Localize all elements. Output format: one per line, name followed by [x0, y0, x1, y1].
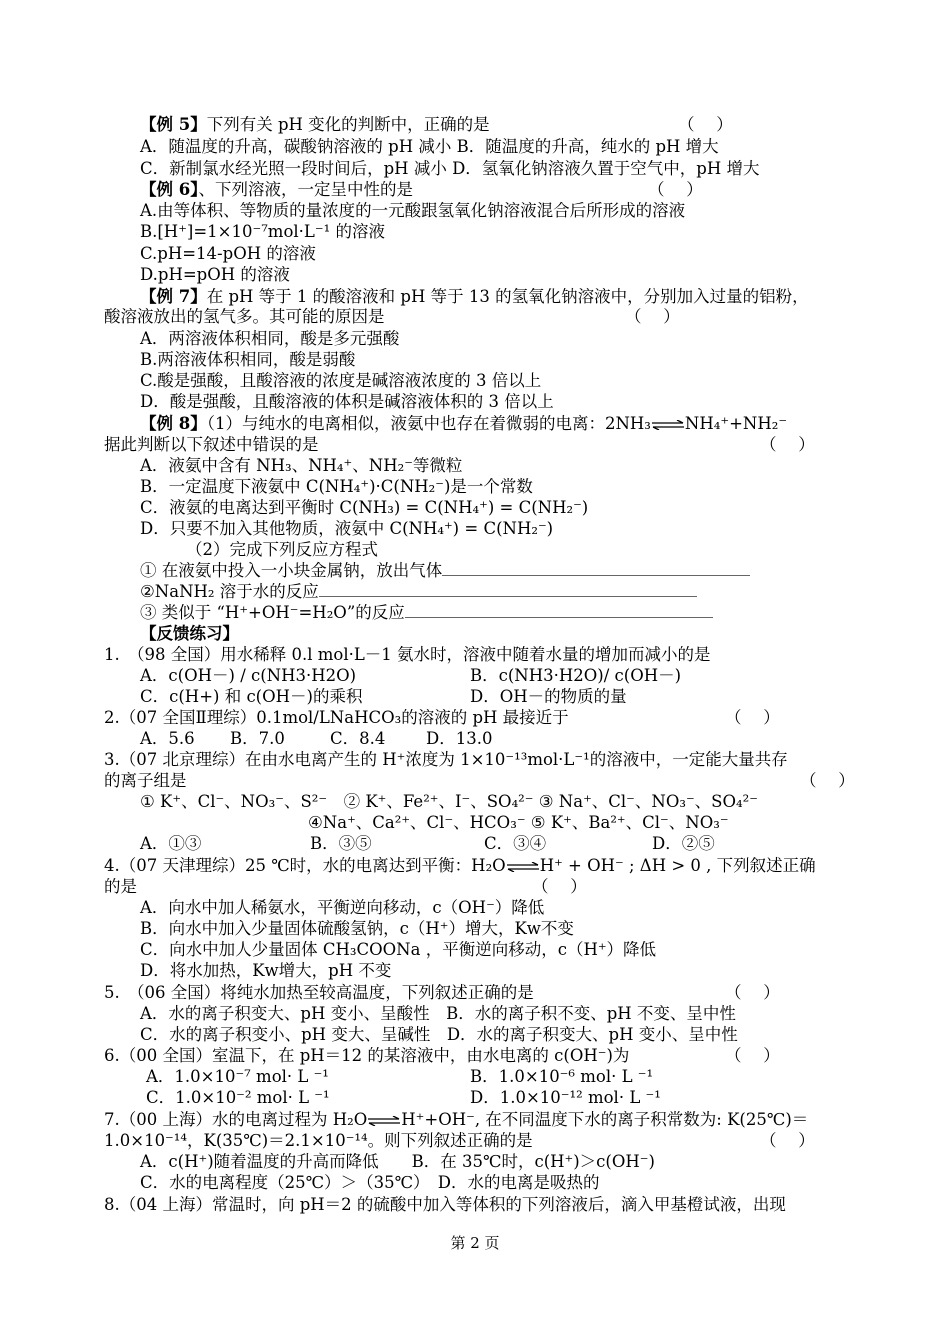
ex6-title: 【例 6】 — [140, 180, 199, 199]
ex8-option-b: B．一定温度下液氨中 C(NH₄⁺)·C(NH₂⁻)是一个常数 — [140, 477, 533, 496]
ex7-option-b: B.两溶液体积相同，酸是弱酸 — [140, 350, 356, 369]
q2-option-b: B．7.0 — [230, 729, 285, 748]
equilibrium-arrow-icon — [506, 862, 540, 872]
q5-stem: 5. （06 全国）将纯水加热至较高温度，下列叙述正确的是 — [104, 983, 534, 1002]
q1-option-b: B．c(NH3·H2O)/ c(OH－) — [470, 666, 682, 685]
q3-ion-groups-2: ④Na⁺、Ca²⁺、Cl⁻、HCO₃⁻ ⑤ K⁺、Ba²⁺、Cl⁻、NO₃⁻ — [308, 813, 729, 832]
q4-answer-bracket: （ ） — [532, 877, 587, 896]
q7-options-ab: A．c(H⁺)随着温度的升高而降低 B．在 35℃时，c(H⁺)＞c(OH⁻) — [140, 1152, 655, 1171]
answer-blank-2[interactable] — [319, 582, 697, 597]
equilibrium-arrow-icon — [367, 1116, 401, 1126]
ex8-part-2: （2）完成下列反应方程式 — [186, 540, 378, 559]
q5-answer-bracket: （ ） — [725, 983, 780, 1002]
ex8-title: 【例 8】 — [140, 414, 207, 433]
equilibrium-arrow-icon — [651, 420, 685, 430]
ex5-stem: 下列有关 pH 变化的判断中，正确的是 — [206, 115, 490, 134]
ex8-reaction-3-text: ③ 类似于 “H⁺+OH⁻=H₂O”的反应 — [140, 603, 405, 622]
q7-answer-bracket: （ ） — [760, 1131, 815, 1150]
q6-option-d: D．1.0×10⁻¹² mol· L ⁻¹ — [470, 1088, 661, 1107]
ex8-reaction-2-text: ②NaNH₂ 溶于水的反应 — [140, 582, 319, 601]
q5-options-cd: C．水的离子积变小、pH 变大、呈碱性 D．水的离子积变大、pH 变小、呈中性 — [140, 1025, 738, 1044]
q4-stem-1 — [104, 855, 816, 877]
q6-stem: 6.（00 全国）室温下，在 pH＝12 的某溶液中，由水电离的 c(OH⁻)为 — [104, 1046, 630, 1065]
q3-option-b: B．③⑤ — [310, 834, 372, 853]
q1-stem: 1. （98 全国）用水稀释 0.l mol·L－1 氨水时，溶液中随着水量的增加而减小的是 — [104, 645, 711, 664]
q2-answer-bracket: （ ） — [725, 708, 780, 727]
q7-options-cd: C．水的电离程度（25℃）＞（35℃） D．水的电离是吸热的 — [140, 1173, 600, 1192]
q6-option-a: A．1.0×10⁻⁷ mol· L ⁻¹ — [146, 1067, 329, 1086]
ex7-answer-bracket: （ ） — [625, 307, 680, 326]
answer-blank-3[interactable] — [405, 603, 713, 618]
q7-stem-2: 1.0×10⁻¹⁴，K(35℃)＝2.1×10⁻¹⁴。则下列叙述正确的是 — [104, 1131, 533, 1150]
ex5-answer-bracket: （ ） — [678, 115, 733, 134]
ex8-stem-1-tail: NH₄⁺+NH₂⁻ — [684, 414, 788, 433]
q3-stem-1: 3.（07 北京理综）在由水电离产生的 H⁺浓度为 1×10⁻¹³mol·L⁻¹的溶液中，一定能大量共存 — [104, 750, 788, 769]
q2-option-a: A．5.6 — [140, 729, 195, 748]
q6-option-c: C．1.0×10⁻² mol· L ⁻¹ — [146, 1088, 330, 1107]
q3-answer-bracket: （ ） — [800, 771, 855, 790]
ex7-stem-2: 酸溶液放出的氢气多。其可能的原因是 — [104, 307, 385, 326]
q1-option-c: C．c(H+) 和 c(OH－)的乘积 — [140, 687, 363, 706]
q5-options-ab: A．水的离子积变大、pH 变小、呈酸性 B．水的离子积不变、pH 不变、呈中性 — [140, 1004, 736, 1023]
q4-option-b: B．向水中加入少量固体硫酸氢钠，c（H⁺）增大，Kw不变 — [140, 919, 574, 938]
ex5-options-ab: A．随温度的升高，碳酸钠溶液的 pH 减小 B．随温度的升高，纯水的 pH 增大 — [140, 137, 719, 156]
ex6-option-a: A.由等体积、等物质的量浓度的一元酸跟氢氧化钠溶液混合后所形成的溶液 — [140, 201, 686, 220]
ex6-answer-bracket: （ ） — [648, 180, 703, 199]
q7-stem-1b: H⁺+OH⁻, 在不同温度下水的离子积常数为: K(25℃)＝ — [401, 1110, 809, 1129]
ex8-reaction-2 — [140, 581, 697, 603]
ex8-option-c: C．液氨的电离达到平衡时 C(NH₃) = C(NH₄⁺) = C(NH₂⁻) — [140, 498, 589, 517]
ex7-option-c: C.酸是强酸，且酸溶液的浓度是碱溶液浓度的 3 倍以上 — [140, 371, 542, 390]
ex8-reaction-1 — [140, 560, 750, 582]
q3-ion-groups-1: ① K⁺、Cl⁻、NO₃⁻、S²⁻ ② K⁺、Fe²⁺、I⁻、SO₄²⁻ ③ Na⁺、Cl⁻、NO₃⁻、SO₄²⁻ — [140, 792, 758, 811]
q4-option-c: C．向水中加人少量固体 CH₃COONa ，平衡逆向移动，c（H⁺）降低 — [140, 940, 657, 959]
ex6-option-c: C.pH=14-pOH 的溶液 — [140, 244, 316, 263]
page-number: 第 2 页 — [450, 1234, 500, 1252]
feedback-title: 【反馈练习】 — [140, 624, 239, 643]
ex5-options-cd: C．新制氯水经光照一段时间后，pH 减小 D．氢氧化钠溶液久置于空气中，pH 增大 — [140, 159, 760, 178]
q4-stem-1a: 4.（07 天津理综）25 ℃时，水的电离达到平衡：H₂O — [104, 856, 506, 875]
q8-stem: 8.（04 上海）常温时，向 pH＝2 的硫酸中加入等体积的下列溶液后，滴入甲基橙试液，出现 — [104, 1195, 786, 1214]
q1-option-a: A．c(OH－) / c(NH3·H2O) — [140, 666, 357, 685]
q4-option-a: A．向水中加人稀氨水，平衡逆向移动，c（OH⁻）降低 — [140, 898, 545, 917]
ex6-stem: 、下列溶液，一定呈中性的是 — [198, 180, 413, 199]
ex8-stem-2: 据此判断以下叙述中错误的是 — [104, 435, 319, 454]
ex8-stem-1: （1）与纯水的电离相似，液氨中也存在着微弱的电离：2NH₃ — [206, 414, 651, 433]
ex7-title: 【例 7】 — [140, 287, 207, 306]
ex8-question — [140, 413, 787, 435]
q1-option-d: D．OH－的物质的量 — [470, 687, 627, 706]
q7-stem-1 — [104, 1109, 808, 1131]
ex5-title: 【例 5】 — [140, 115, 207, 134]
q6-option-b: B．1.0×10⁻⁶ mol· L ⁻¹ — [470, 1067, 654, 1086]
q6-answer-bracket: （ ） — [725, 1046, 780, 1065]
ex6-option-b: B.[H⁺]=1×10⁻⁷mol·L⁻¹ 的溶液 — [140, 222, 385, 241]
ex7-option-a: A．两溶液体积相同，酸是多元强酸 — [140, 329, 400, 348]
answer-blank-1[interactable] — [442, 561, 750, 576]
q4-stem-2: 的是 — [104, 877, 137, 896]
q2-option-c: C．8.4 — [330, 729, 386, 748]
ex8-reaction-3 — [140, 602, 713, 624]
ex5-question — [140, 114, 490, 136]
ex7-option-d: D．酸是强酸，且酸溶液的体积是碱溶液体积的 3 倍以上 — [140, 392, 554, 411]
q2-stem: 2.（07 全国Ⅱ理综）0.1mol/LNaHCO₃的溶液的 pH 最接近于 — [104, 708, 569, 727]
ex7-question — [140, 286, 809, 308]
q3-option-d: D．②⑤ — [652, 834, 715, 853]
ex6-question — [140, 179, 413, 201]
q7-stem-1a: 7.（00 上海）水的电离过程为 H₂O — [104, 1110, 368, 1129]
q3-stem-2: 的离子组是 — [104, 771, 187, 790]
q4-option-d: D．将水加热，Kw增大，pH 不变 — [140, 961, 392, 980]
ex8-answer-bracket: （ ） — [760, 435, 815, 454]
q3-option-a: A．①③ — [140, 834, 202, 853]
ex8-reaction-1-text: ① 在液氨中投入一小块金属钠，放出气体 — [140, 561, 443, 580]
ex7-stem-1: 在 pH 等于 1 的酸溶液和 pH 等于 13 的氢氧化钠溶液中，分别加入过量的铝粉， — [206, 287, 809, 306]
ex6-option-d: D.pH=pOH 的溶液 — [140, 265, 290, 284]
ex8-option-a: A．液氨中含有 NH₃、NH₄⁺、NH₂⁻等微粒 — [140, 456, 463, 475]
q4-stem-1b: H⁺ + OH⁻ ; ΔH > 0 , 下列叙述正确 — [539, 856, 816, 875]
q2-option-d: D．13.0 — [426, 729, 493, 748]
q3-option-c: C．③④ — [484, 834, 547, 853]
ex8-option-d: D．只要不加入其他物质，液氨中 C(NH₄⁺) = C(NH₂⁻) — [140, 519, 554, 538]
